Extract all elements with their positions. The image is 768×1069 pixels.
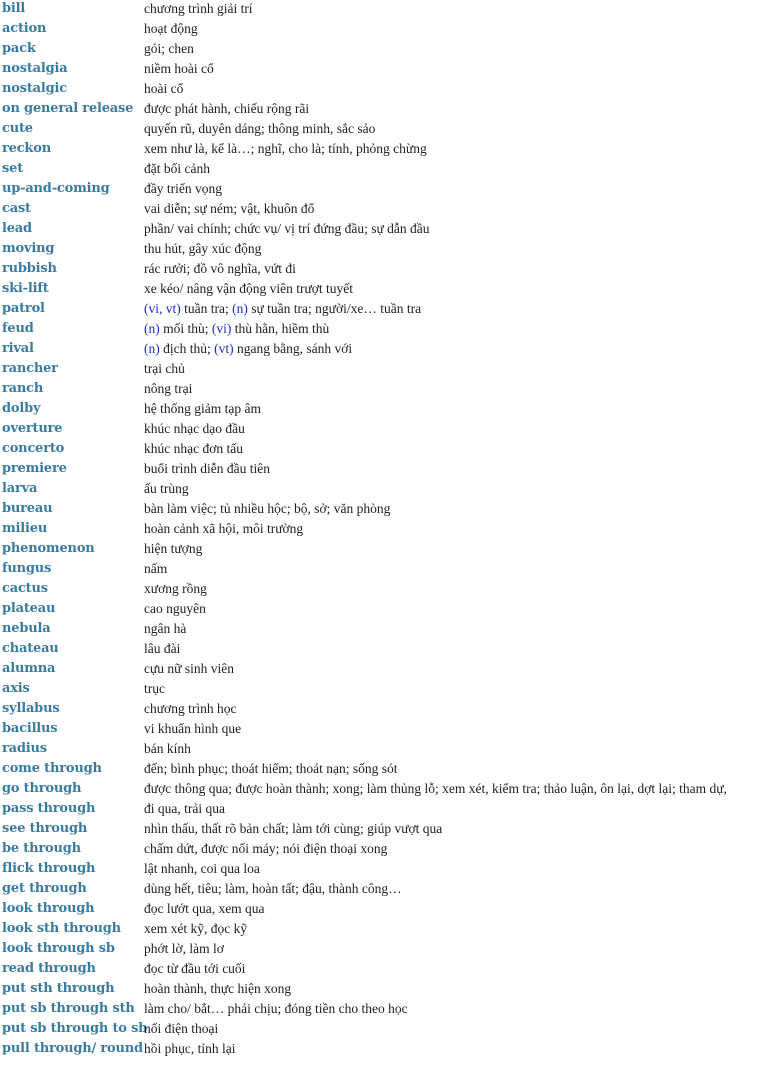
vocab-meaning [144, 40, 194, 58]
vocab-row [0, 380, 768, 400]
vocab-row [0, 160, 768, 180]
meaning-text: tuần tra; [180, 301, 233, 316]
vocab-term: look through sb [2, 941, 115, 956]
meaning-text: ngân hà [144, 621, 187, 636]
vocab-meaning [144, 180, 222, 198]
vocab-term: come through [2, 761, 102, 776]
meaning-text: chương trình học [144, 701, 237, 716]
vocab-row [0, 340, 768, 360]
meaning-text: hoài cổ [144, 81, 184, 96]
vocab-term: nostalgic [2, 81, 67, 96]
meaning-text: xem như là, kể là…; nghĩ, cho là; tính, phỏng chừng [144, 141, 427, 156]
vocab-row [0, 300, 768, 320]
vocab-meaning [144, 500, 390, 518]
vocab-meaning [144, 740, 191, 758]
vocab-meaning [144, 260, 296, 278]
vocab-row [0, 600, 768, 620]
vocab-meaning [144, 160, 210, 178]
vocab-row [0, 400, 768, 420]
vocab-meaning [144, 960, 245, 978]
meaning-text: cựu nữ sinh viên [144, 661, 234, 676]
vocab-row [0, 260, 768, 280]
meaning-text: nhìn thấu, thất rõ bản chất; làm tới cùng; giúp vượt qua [144, 821, 443, 836]
vocab-term: nebula [2, 621, 51, 636]
meaning-text: chương trình giải trí [144, 1, 253, 16]
vocab-meaning [144, 820, 442, 838]
meaning-text: rác rưởi; đồ vô nghĩa, vứt đi [144, 261, 296, 276]
meaning-text: vi khuẩn hình que [144, 721, 242, 736]
vocab-term: feud [2, 321, 34, 336]
meaning-text: làm cho/ bắt… phải chịu; đóng tiền cho theo học [144, 1001, 408, 1016]
meaning-text: địch thủ; [159, 341, 215, 356]
meaning-text: ngang bằng, sánh với [233, 341, 353, 356]
meaning-text: hoàn thành, thực hiện xong [144, 981, 292, 996]
meaning-text: trại chủ [144, 361, 185, 376]
vocab-row [0, 180, 768, 200]
vocab-meaning [144, 240, 261, 258]
vocab-term: read through [2, 961, 96, 976]
vocab-row [0, 960, 768, 980]
vocab-term: rival [2, 341, 34, 356]
vocab-term: cactus [2, 581, 48, 596]
meaning-text: vai diễn; sự ném; vật, khuôn đổ [144, 201, 315, 216]
vocab-term: dolby [2, 401, 41, 416]
vocab-row [0, 240, 768, 260]
vocab-meaning [144, 880, 402, 898]
vocab-row [0, 860, 768, 880]
vocab-term: milieu [2, 521, 48, 536]
vocab-row [0, 420, 768, 440]
vocab-meaning [144, 640, 180, 658]
meaning-text: hoạt động [144, 21, 198, 36]
vocab-meaning [144, 400, 261, 418]
vocab-term: lead [2, 221, 32, 236]
meaning-text: cao nguyên [144, 601, 206, 616]
vocab-meaning [144, 560, 167, 578]
vocab-term: set [2, 161, 23, 176]
vocab-row [0, 60, 768, 80]
vocab-row [0, 800, 768, 820]
vocab-row [0, 0, 768, 20]
meaning-text: quyến rũ, duyên dáng; thông minh, sắc sảo [144, 121, 376, 136]
vocab-row [0, 560, 768, 580]
vocab-term: look through [2, 901, 95, 916]
vocab-row [0, 920, 768, 940]
meaning-text: phớt lờ, làm lơ [144, 941, 224, 956]
vocab-term: put sb through to sb [2, 1021, 148, 1036]
vocab-term: fungus [2, 561, 52, 576]
vocab-row [0, 700, 768, 720]
vocab-meaning [144, 420, 245, 438]
meaning-text: đọc từ đầu tới cuối [144, 961, 246, 976]
meaning-text: đi qua, trải qua [144, 801, 225, 816]
vocab-row [0, 100, 768, 120]
part-of-speech-tag: (vi, vt) [144, 301, 181, 316]
meaning-text: khúc nhạc dạo đầu [144, 421, 245, 436]
vocab-row [0, 1020, 768, 1040]
meaning-text: đặt bối cảnh [144, 161, 210, 176]
part-of-speech-tag: (vi) [211, 321, 232, 336]
meaning-text: được thông qua; được hoàn thành; xong; làm thủng lỗ; xem xét, kiểm tra; thảo luận, ôn lại, dợt lại; tham dự, [144, 781, 727, 796]
vocab-term: cute [2, 121, 33, 136]
meaning-text: hệ thống giảm tạp âm [144, 401, 261, 416]
vocab-term: overture [2, 421, 63, 436]
vocab-row [0, 440, 768, 460]
vocab-term: axis [2, 681, 30, 696]
vocab-meaning [144, 940, 224, 958]
vocab-term: bureau [2, 501, 53, 516]
vocab-meaning [144, 1040, 236, 1058]
part-of-speech-tag: (n) [232, 301, 248, 316]
vocab-meaning [144, 980, 291, 998]
vocab-term: rancher [2, 361, 58, 376]
vocab-meaning [144, 80, 183, 98]
vocab-meaning [144, 760, 397, 778]
meaning-text: gói; chen [144, 41, 194, 56]
vocab-meaning [144, 860, 260, 878]
meaning-text: hồi phục, tỉnh lại [144, 1041, 236, 1056]
vocab-row [0, 720, 768, 740]
vocab-row [0, 280, 768, 300]
vocab-row [0, 980, 768, 1000]
vocab-term: plateau [2, 601, 56, 616]
vocab-meaning [144, 700, 236, 718]
vocab-term: ski-lift [2, 281, 49, 296]
vocab-term: up-and-coming [2, 181, 110, 196]
vocab-meaning [144, 620, 186, 638]
vocab-meaning [144, 780, 727, 798]
vocab-term: reckon [2, 141, 51, 156]
meaning-text: đọc lướt qua, xem qua [144, 901, 265, 916]
meaning-text: mối thù; [159, 321, 212, 336]
meaning-text: lật nhanh, coi qua loa [144, 861, 260, 876]
vocab-row [0, 320, 768, 340]
vocab-term: syllabus [2, 701, 60, 716]
vocab-term: look sth through [2, 921, 121, 936]
vocab-row [0, 940, 768, 960]
vocab-row [0, 580, 768, 600]
meaning-text: đến; bình phục; thoát hiểm; thoát nạn; sống sót [144, 761, 398, 776]
vocab-row [0, 140, 768, 160]
vocab-meaning [144, 200, 314, 218]
vocab-meaning [144, 440, 243, 458]
vocab-row [0, 660, 768, 680]
vocab-term: on general release [2, 101, 134, 116]
vocab-term: go through [2, 781, 82, 796]
vocab-meaning [144, 140, 427, 158]
vocab-meaning [144, 0, 253, 18]
meaning-text: chấm dứt, được nối máy; nói điện thoại xong [144, 841, 388, 856]
vocab-meaning [144, 60, 214, 78]
vocab-term: concerto [2, 441, 65, 456]
vocab-meaning [144, 20, 198, 38]
vocab-row [0, 80, 768, 100]
vocab-row [0, 840, 768, 860]
meaning-text: bán kính [144, 741, 191, 756]
vocab-row [0, 520, 768, 540]
vocab-row [0, 360, 768, 380]
vocab-row [0, 1040, 768, 1060]
vocab-term: premiere [2, 461, 67, 476]
vocab-term: alumna [2, 661, 56, 676]
vocab-term: chateau [2, 641, 59, 656]
vocab-term: nostalgia [2, 61, 68, 76]
vocab-term: pack [2, 41, 36, 56]
vocab-term: put sth through [2, 981, 115, 996]
part-of-speech-tag: (vt) [214, 341, 234, 356]
vocab-term: moving [2, 241, 55, 256]
vocab-row [0, 540, 768, 560]
vocab-meaning [144, 460, 270, 478]
vocab-term: phenomenon [2, 541, 95, 556]
vocab-meaning [144, 320, 329, 338]
vocab-row [0, 120, 768, 140]
meaning-text: buổi trình diễn đầu tiên [144, 461, 270, 476]
vocab-term: radius [2, 741, 47, 756]
vocab-term: bacillus [2, 721, 58, 736]
vocab-row [0, 820, 768, 840]
meaning-text: bàn làm việc; tủ nhiều hộc; bộ, sở; văn phòng [144, 501, 391, 516]
vocab-meaning [144, 1020, 218, 1038]
vocab-term: action [2, 21, 47, 36]
vocab-row [0, 20, 768, 40]
meaning-text: khúc nhạc đơn tấu [144, 441, 243, 456]
meaning-text: đầy triển vọng [144, 181, 222, 196]
vocab-term: see through [2, 821, 88, 836]
meaning-text: nông trại [144, 381, 193, 396]
part-of-speech-tag: (n) [144, 321, 160, 336]
vocab-term: ranch [2, 381, 44, 396]
vocab-meaning [144, 800, 225, 818]
vocab-term: put sb through sth [2, 1001, 135, 1016]
vocab-meaning [144, 660, 234, 678]
vocab-row [0, 620, 768, 640]
vocab-term: flick through [2, 861, 96, 876]
vocab-meaning [144, 540, 202, 558]
vocab-row [0, 880, 768, 900]
vocab-row [0, 500, 768, 520]
part-of-speech-tag: (n) [144, 341, 160, 356]
vocab-term: patrol [2, 301, 45, 316]
vocab-term: pull through/ round [2, 1041, 143, 1056]
vocab-term: larva [2, 481, 38, 496]
vocab-row [0, 460, 768, 480]
vocab-meaning [144, 340, 352, 358]
vocab-term: cast [2, 201, 31, 216]
vocab-row [0, 1000, 768, 1020]
vocab-row [0, 220, 768, 240]
vocab-meaning [144, 900, 265, 918]
vocab-meaning [144, 360, 185, 378]
vocab-meaning [144, 720, 241, 738]
vocab-meaning [144, 840, 387, 858]
vocab-meaning [144, 1000, 408, 1018]
vocab-meaning [144, 480, 189, 498]
vocab-meaning [144, 520, 303, 538]
meaning-text: phần/ vai chính; chức vụ/ vị trí đứng đầu; sự dẫn đầu [144, 221, 430, 236]
vocab-term: bill [2, 1, 26, 16]
vocab-term: get through [2, 881, 87, 896]
vocab-row [0, 900, 768, 920]
vocab-row [0, 760, 768, 780]
vocab-row [0, 640, 768, 660]
vocab-row [0, 780, 768, 800]
vocab-term: pass through [2, 801, 96, 816]
vocab-meaning [144, 120, 375, 138]
vocab-meaning [144, 380, 192, 398]
meaning-text: nối điện thoại [144, 1021, 219, 1036]
meaning-text: xe kéo/ nâng vận động viên trượt tuyết [144, 281, 354, 296]
meaning-text: thù hằn, hiềm thù [231, 321, 330, 336]
meaning-text: nấm [144, 561, 168, 576]
meaning-text: trục [144, 681, 165, 696]
vocab-row [0, 480, 768, 500]
meaning-text: xem xét kỹ, đọc kỹ [144, 921, 248, 936]
vocab-row [0, 40, 768, 60]
vocab-meaning [144, 100, 309, 118]
vocab-meaning [144, 600, 206, 618]
meaning-text: được phát hành, chiếu rộng rãi [144, 101, 310, 116]
vocab-row [0, 200, 768, 220]
meaning-text: dùng hết, tiêu; làm, hoàn tất; đậu, thành công… [144, 881, 402, 896]
meaning-text: hiện tượng [144, 541, 203, 556]
meaning-text: lâu đài [144, 641, 181, 656]
vocab-meaning [144, 680, 165, 698]
vocab-meaning [144, 280, 353, 298]
vocab-meaning [144, 300, 421, 318]
vocab-term: be through [2, 841, 81, 856]
meaning-text: thu hút, gây xúc động [144, 241, 262, 256]
vocab-meaning [144, 580, 207, 598]
meaning-text: sự tuần tra; người/xe… tuần tra [247, 301, 422, 316]
vocab-row [0, 680, 768, 700]
meaning-text: niềm hoài cổ [144, 61, 214, 76]
meaning-text: hoàn cảnh xã hội, môi trường [144, 521, 304, 536]
vocab-term: rubbish [2, 261, 57, 276]
vocab-row [0, 740, 768, 760]
vocab-meaning [144, 920, 247, 938]
vocab-meaning [144, 220, 430, 238]
meaning-text: xương rồng [144, 581, 207, 596]
meaning-text: ấu trùng [144, 481, 189, 496]
